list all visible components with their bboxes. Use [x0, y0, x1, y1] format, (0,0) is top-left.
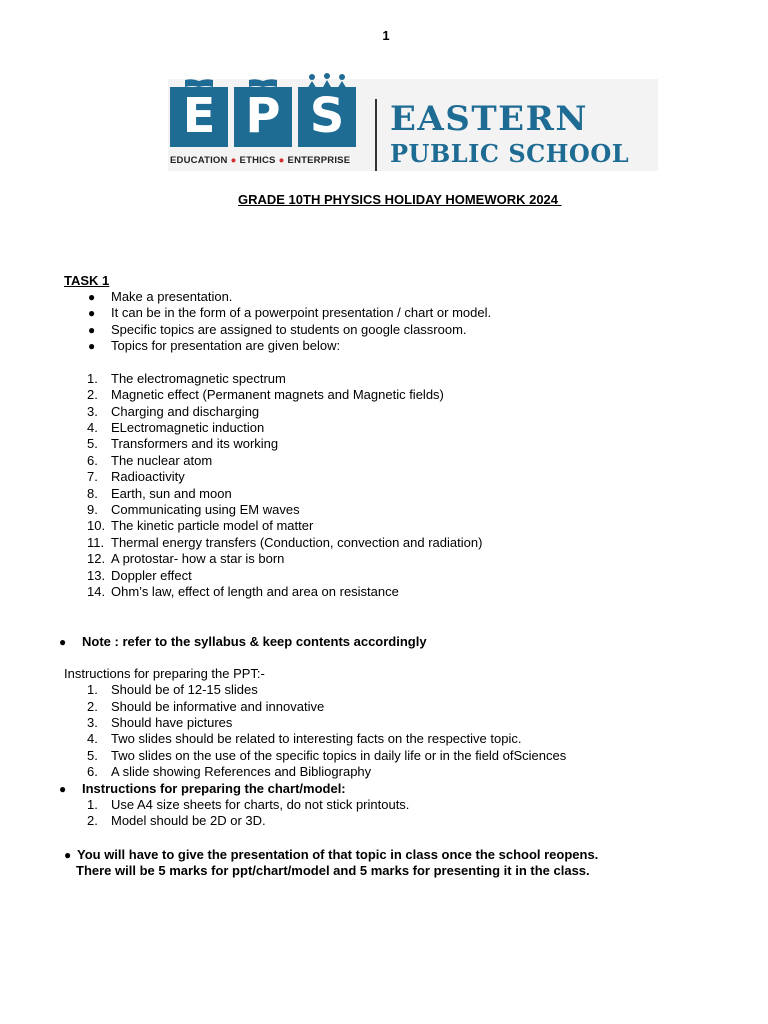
school-logo: [168, 79, 658, 171]
topic-number: 8.: [87, 486, 98, 501]
topic-number: 4.: [87, 420, 98, 435]
tagline-ethics: ETHICS: [239, 155, 276, 166]
chart-item-number: 1.: [87, 797, 98, 812]
topic-number: 13.: [87, 568, 106, 583]
page-number: 1: [382, 28, 390, 43]
topic-number: 3.: [87, 404, 98, 419]
topic-text: Ohm’s law, effect of length and area on resistance: [111, 584, 399, 599]
list-item: ●: [88, 323, 96, 337]
topic-text: Thermal energy transfers (Conduction, convection and radiation): [111, 535, 483, 550]
topic-text: Radioactivity: [111, 469, 185, 484]
ppt-item-number: 2.: [87, 699, 98, 714]
topic-number: 5.: [87, 436, 98, 451]
topic-number: 10.: [87, 518, 106, 533]
topic-text: The kinetic particle model of matter: [111, 518, 314, 533]
topic-text: Doppler effect: [111, 568, 192, 583]
topic-number: 9.: [87, 502, 98, 517]
topic-text: Charging and discharging: [111, 404, 260, 419]
ppt-item-number: 6.: [87, 764, 98, 779]
topic-number: 6.: [87, 453, 98, 468]
topic-text: A protostar- how a star is born: [111, 551, 285, 566]
final-note-line1: You will have to give the presentation of that topic in class once the school reopens.: [77, 847, 599, 862]
chart-item-number: 2.: [87, 813, 98, 828]
logo-divider: [375, 99, 377, 171]
logo-block-e: [170, 87, 228, 147]
ppt-item-text: Two slides on the use of the specific topics in daily life or in the field ofSciences: [111, 748, 567, 763]
people-icon: [304, 73, 350, 89]
topic-number: 2.: [87, 387, 98, 402]
ppt-item-text: A slide showing References and Bibliography: [111, 764, 372, 779]
chart-item-text: Model should be 2D or 3D.: [111, 813, 266, 828]
list-item: ●: [88, 306, 96, 320]
list-item-text: Specific topics are assigned to students on google classroom.: [111, 322, 467, 337]
final-note-line2: There will be 5 marks for ppt/chart/model and 5 marks for presenting it in the class.: [76, 863, 590, 878]
ppt-item-text: Should be of 12-15 slides: [111, 682, 258, 697]
list-item-text: Make a presentation.: [111, 289, 233, 304]
syllabus-note: Note : refer to the syllabus & keep contents accordingly: [82, 634, 427, 649]
list-item-text: Topics for presentation are given below:: [111, 338, 341, 353]
ppt-item-number: 5.: [87, 748, 98, 763]
tagline-dot: ●: [278, 155, 285, 166]
chart-item-text: Use A4 size sheets for charts, do not stick printouts.: [111, 797, 410, 812]
list-item-text: It can be in the form of a powerpoint presentation / chart or model.: [111, 305, 492, 320]
topic-number: 7.: [87, 469, 98, 484]
topic-text: The nuclear atom: [111, 453, 213, 468]
topic-number: 12.: [87, 551, 106, 566]
topic-text: The electromagnetic spectrum: [111, 371, 286, 386]
tagline-dot: ●: [230, 155, 237, 166]
page-title: GRADE 10TH PHYSICS HOLIDAY HOMEWORK 2024: [238, 192, 562, 207]
topic-text: Transformers and its working: [111, 436, 279, 451]
ppt-item-number: 3.: [87, 715, 98, 730]
logo-block-s: [298, 87, 356, 147]
chart-bullet: ●: [59, 782, 67, 796]
tagline-enterprise: ENTERPRISE: [287, 155, 351, 166]
topic-text: ELectromagnetic induction: [111, 420, 265, 435]
ppt-item-text: Two slides should be related to interesting facts on the respective topic.: [111, 731, 522, 746]
topic-number: 1.: [87, 371, 98, 386]
task-heading: TASK 1: [64, 273, 110, 288]
school-name-line1: EASTERN: [390, 99, 588, 139]
ppt-item-number: 1.: [87, 682, 98, 697]
logo-tagline: [170, 155, 350, 166]
book-icon: [184, 78, 214, 88]
school-name-line2: PUBLIC SCHOOL: [390, 139, 630, 168]
final-note-bullet: ●: [64, 848, 72, 862]
ppt-item-text: Should have pictures: [111, 715, 233, 730]
chart-instructions-heading: Instructions for preparing the chart/model:: [82, 781, 346, 796]
logo-block-p: [234, 87, 292, 147]
topic-number: 11.: [87, 535, 105, 550]
ppt-item-text: Should be informative and innovative: [111, 699, 325, 714]
logo-letter-s: S: [309, 88, 345, 144]
list-item: ●: [88, 339, 96, 353]
book-icon: [248, 78, 278, 88]
topic-number: 14.: [87, 584, 106, 599]
topic-text: Communicating using EM waves: [111, 502, 300, 517]
topic-text: Magnetic effect (Permanent magnets and Magnetic fields): [111, 387, 444, 402]
ppt-instructions-heading: Instructions for preparing the PPT:-: [64, 666, 265, 681]
ppt-item-number: 4.: [87, 731, 98, 746]
logo-letter-p: P: [245, 88, 281, 144]
tagline-education: EDUCATION: [170, 155, 228, 166]
note-bullet: ●: [59, 635, 67, 649]
list-item: ●: [88, 290, 96, 304]
logo-letter-e: E: [182, 88, 216, 144]
topic-text: Earth, sun and moon: [111, 486, 232, 501]
